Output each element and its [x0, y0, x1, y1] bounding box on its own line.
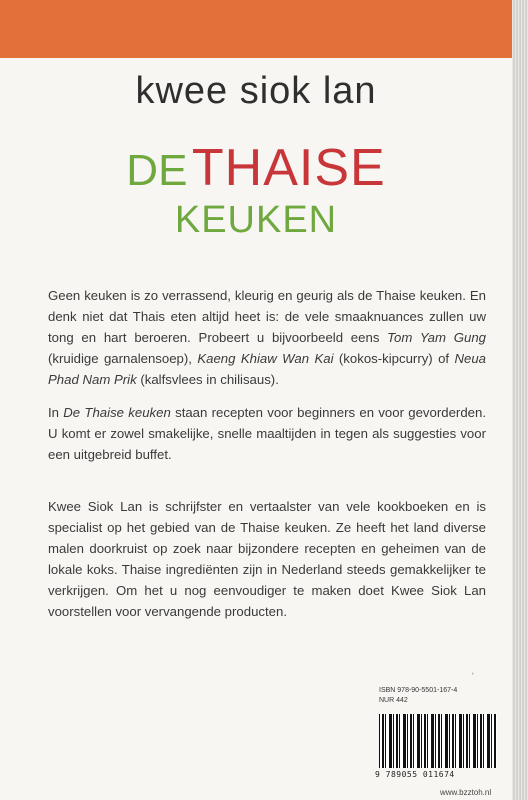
- nur-line: NUR 442: [379, 697, 408, 704]
- title-prefix: DE: [126, 146, 188, 195]
- dish-name: De Thaise keuken: [63, 405, 171, 420]
- isbn-block: [375, 686, 503, 786]
- book-subtitle: KEUKEN: [174, 199, 338, 241]
- text-run: Geen keuken is zo verrassend, kleurig en geurig als de Thaise keuken. En denk niet dat Thais eten altijd heet is: de vele smaaknuances zullen uw tong en hart beroeren. Probeert u bijvoorbeeld eens: [48, 288, 486, 345]
- dish-name: Kaeng Khiaw Wan Kai: [197, 351, 334, 366]
- dish-name: Neua Phad Nam Prik: [48, 351, 487, 387]
- text-run: staan recepten voor beginners en voor gevorderden. U komt er zowel smakelijke, snelle maaltijden in tegen als suggesties voor een uitgebreid buffet.: [48, 405, 486, 462]
- text-run: (kalfsvlees in chilisaus).: [136, 372, 279, 387]
- barcode: [379, 714, 497, 768]
- dish-name: Tom Yam Gung: [387, 330, 486, 345]
- publisher-url: www.bzztoh.nl: [440, 788, 492, 797]
- text-run: (kokos-kipcurry) of: [333, 351, 455, 366]
- orange-header-band: [0, 0, 512, 58]
- isbn-line: ISBN 978-90-5501-167-4: [379, 687, 458, 694]
- paragraph-author-bio: Kwee Siok Lan is schrijfster en vertaalster van vele kookboeken en is specialist op het gebied van de Thaise keuken. Ze heeft het land diverse malen doorkruist op zoek naar bijzondere recepten en geheimen van de lokale koks. Thaise ingrediënten zijn in Nederland steeds gemakkelijker te verkrijgen. Om het u nog eenvoudiger te maken doet Kwee Siok Lan voorstellen voor vervangende producten.: [48, 499, 486, 619]
- author-name: kwee siok lan: [135, 70, 377, 112]
- paragraph-intro: [48, 285, 486, 390]
- text-run: (kruidige garnalensoep),: [48, 351, 198, 366]
- tick-mark: ʼ: [472, 672, 474, 681]
- book-title: [0, 138, 512, 198]
- paragraph-contents: [48, 402, 486, 465]
- barcode-number: 9 789055 011674: [375, 770, 455, 779]
- title-main: THAISE: [191, 139, 386, 197]
- page-edges: [512, 0, 528, 800]
- text-run: In: [48, 405, 64, 420]
